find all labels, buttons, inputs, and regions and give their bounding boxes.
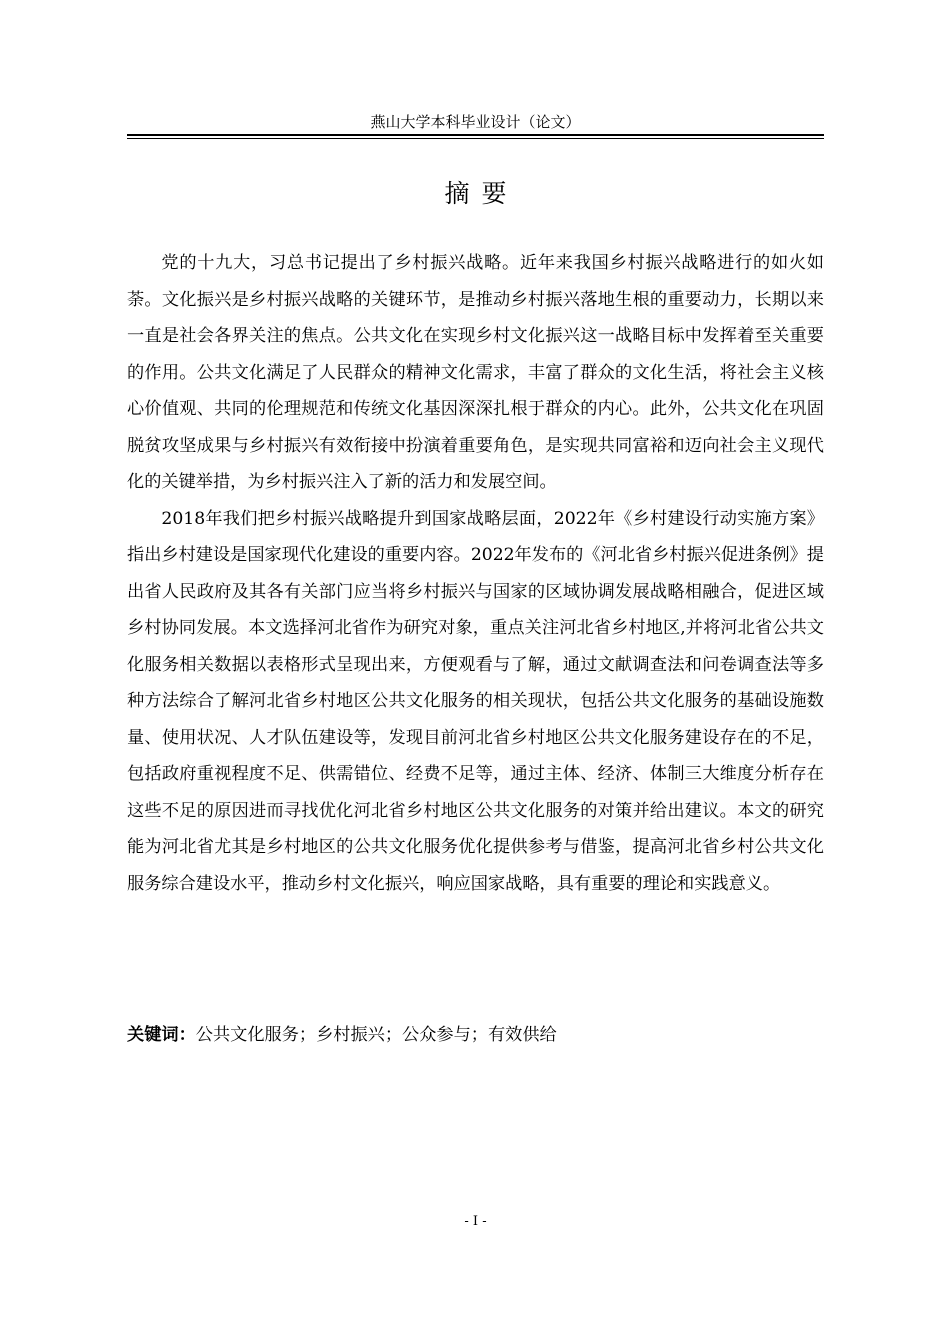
abstract-paragraph-1: 党的十九大，习总书记提出了乡村振兴战略。近年来我国乡村振兴战略进行的如火如荼。文化振兴是乡村振兴战略的关键环节，是推动乡村振兴落地生根的重要动力，长期以来一直是社会各界关注的焦点。公共文化在实现乡村文化振兴这一战略目标中发挥着至关重要的作用。公共文化满足了人民群众的精神文化需求，丰富了群众的文化生活，将社会主义核心价值观、共同的伦理规范和传统文化基因深深扎根于群众的内心。此外，公共文化在巩固脱贫攻坚成果与乡村振兴有效衔接中扮演着重要角色，是实现共同富裕和迈向社会主义现代化的关键举措，为乡村振兴注入了新的活力和发展空间。: [127, 253, 824, 492]
keywords-line: [127, 1020, 824, 1050]
header-rule-thick: [127, 134, 824, 136]
keywords-text: 公共文化服务；乡村振兴；公众参与；有效供给: [195, 1025, 557, 1045]
keywords-label: 关键词：: [127, 1025, 196, 1045]
abstract-paragraph-2: 2018年我们把乡村振兴战略提升到国家战略层面，2022年《乡村建设行动实施方案》指出乡村建设是国家现代化建设的重要内容。2022年发布的《河北省乡村振兴促进条例》提出省人民政府及其各有关部门应当将乡村振兴与国家的区域协调发展战略相融合，促进区域乡村协同发展。本文选择河北省作为研究对象，重点关注河北省乡村地区,并将河北省公共文化服务相关数据以表格形式呈现出来，方便观看与了解，通过文献调查法和问卷调查法等多种方法综合了解河北省乡村地区公共文化服务的相关现状，包括公共文化服务的基础设施数量、使用状况、人才队伍建设等，发现目前河北省乡村地区公共文化服务建设存在的不足，包括政府重视程度不足、供需错位、经费不足等，通过主体、经济、体制三大维度分析存在这些不足的原因进而寻找优化河北省乡村地区公共文化服务的对策并给出建议。本文的研究能为河北省尤其是乡村地区的公共文化服务优化提供参考与借鉴，提高河北省乡村公共文化服务综合建设水平，推动乡村文化振兴，响应国家战略，具有重要的理论和实践意义。: [127, 508, 824, 894]
page-header: 燕山大学本科毕业设计（论文）: [370, 113, 581, 131]
abstract-title: 摘要: [444, 179, 519, 208]
page-number: - I -: [464, 1214, 487, 1229]
header-rule-thin: [127, 138, 824, 139]
abstract-body: [127, 245, 824, 902]
